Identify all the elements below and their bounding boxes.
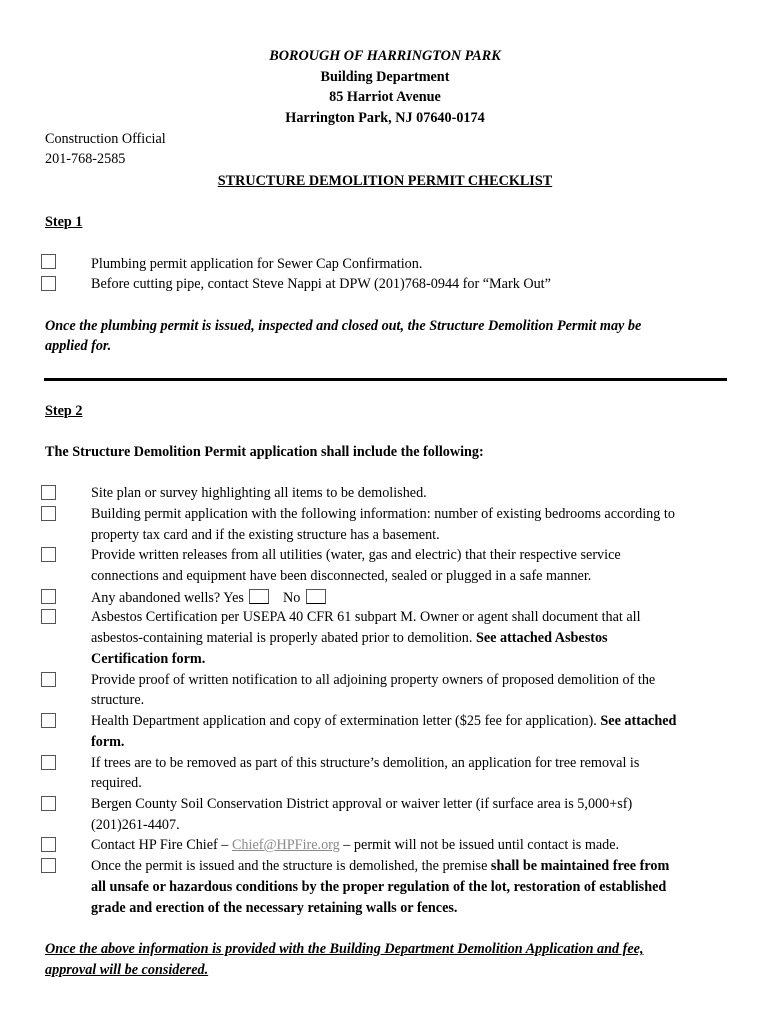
item-asbestos-line1: Asbestos Certification per USEPA 40 CFR 61 subpart M. Owner or agent shall document that all [91, 609, 641, 625]
health-text: Health Department application and copy of extermination letter ($25 fee for application). [91, 713, 597, 729]
item-building-permit-line2: property tax card and if the existing structure has a basement. [91, 527, 440, 543]
step1-note-line1: Once the plumbing permit is issued, inspected and closed out, the Structure Demolition Permit may be [45, 318, 642, 334]
asbestos-see-attached: See attached Asbestos [475, 630, 608, 646]
checkbox-notification[interactable] [41, 672, 56, 687]
fire-chief-suffix: – permit will not be issued until contact is made. [343, 837, 620, 853]
item-utilities-line2: connections and equipment have been disconnected, sealed or plugged in a safe manner. [91, 568, 592, 584]
item-notification-line1: Provide proof of written notification to all adjoining property owners of proposed demolition of the [91, 672, 656, 688]
item-site-plan: Site plan or survey highlighting all items to be demolished. [91, 485, 427, 501]
footer-note-line1: Once the above information is provided with the Building Department Demolition Application and fee, [45, 941, 644, 957]
checkbox-tree-removal[interactable] [41, 755, 56, 770]
footer-note-line2: approval will be considered. [45, 962, 209, 978]
step2-heading: Step 2 [45, 403, 83, 419]
checkbox-abandoned-wells[interactable] [41, 589, 56, 604]
checkbox-site-plan[interactable] [41, 485, 56, 500]
checkbox-utilities[interactable] [41, 547, 56, 562]
section-divider [44, 378, 727, 381]
fire-chief-email-link[interactable]: Chief@HPFire.org [231, 837, 340, 853]
checkbox-mark-out[interactable] [41, 276, 56, 291]
page-title: STRUCTURE DEMOLITION PERMIT CHECKLIST [217, 173, 553, 189]
fire-chief-prefix: Contact HP Fire Chief – [91, 837, 229, 853]
checkbox-health-department[interactable] [41, 713, 56, 728]
borough-name: BOROUGH OF HARRINGTON PARK [269, 48, 501, 64]
wells-no-box[interactable] [306, 589, 326, 604]
department-address: 85 Harriot Avenue [329, 89, 441, 105]
item-tree-removal-line2: required. [91, 775, 142, 791]
checkbox-maintenance[interactable] [41, 858, 56, 873]
checkbox-soil-conservation[interactable] [41, 796, 56, 811]
item-asbestos-line3: Certification form. [91, 651, 206, 667]
contact-title: Construction Official [45, 131, 166, 147]
item-abandoned-wells [91, 589, 328, 607]
item-mark-out: Before cutting pipe, contact Steve Nappi at DPW (201)768-0944 for “Mark Out” [91, 276, 551, 292]
wells-yes-box[interactable] [249, 589, 269, 604]
item-building-permit-line1: Building permit application with the following information: number of existing bedrooms according to [91, 506, 675, 522]
step2-intro: The Structure Demolition Permit application shall include the following: [45, 444, 484, 460]
item-notification-line2: structure. [91, 692, 145, 708]
checkbox-fire-chief[interactable] [41, 837, 56, 852]
department-name: Building Department [320, 69, 450, 85]
wells-question: Any abandoned wells? Yes [91, 590, 244, 606]
checkbox-building-permit[interactable] [41, 506, 56, 521]
item-maintenance-line1 [91, 858, 669, 875]
item-health-line2: form. [91, 734, 125, 750]
wells-no-label: No [282, 590, 301, 606]
maintenance-text: Once the permit is issued and the structure is demolished, the premise [91, 858, 488, 874]
item-soil-line2: (201)261-4407. [91, 817, 180, 833]
item-tree-removal-line1: If trees are to be removed as part of this structure’s demolition, an application for tree removal is [91, 755, 640, 771]
item-health-line1 [91, 713, 676, 730]
step1-heading: Step 1 [45, 214, 83, 230]
department-city: Harrington Park, NJ 07640-0174 [285, 110, 485, 126]
checkbox-asbestos[interactable] [41, 609, 56, 624]
maintenance-bold: shall be maintained free from [490, 858, 670, 874]
item-fire-chief [91, 837, 619, 854]
item-soil-line1: Bergen County Soil Conservation District approval or waiver letter (if surface area is 5,000+sf) [91, 796, 633, 812]
contact-phone: 201-768-2585 [45, 151, 126, 167]
item-maintenance-line3: grade and erection of the necessary retaining walls or fences. [91, 900, 458, 916]
item-asbestos-line2 [91, 630, 608, 647]
asbestos-text: asbestos-containing material is properly abated prior to demolition. [91, 630, 473, 646]
item-plumbing-permit: Plumbing permit application for Sewer Cap Confirmation. [91, 256, 423, 272]
item-utilities-line1: Provide written releases from all utilities (water, gas and electric) that their respective service [91, 547, 621, 563]
step1-note-line2: applied for. [45, 338, 112, 354]
item-maintenance-line2: all unsafe or hazardous conditions by the proper regulation of the lot, restoration of established [91, 879, 667, 895]
health-see-attached: See attached [600, 713, 677, 729]
checkbox-plumbing-permit[interactable] [41, 254, 56, 269]
